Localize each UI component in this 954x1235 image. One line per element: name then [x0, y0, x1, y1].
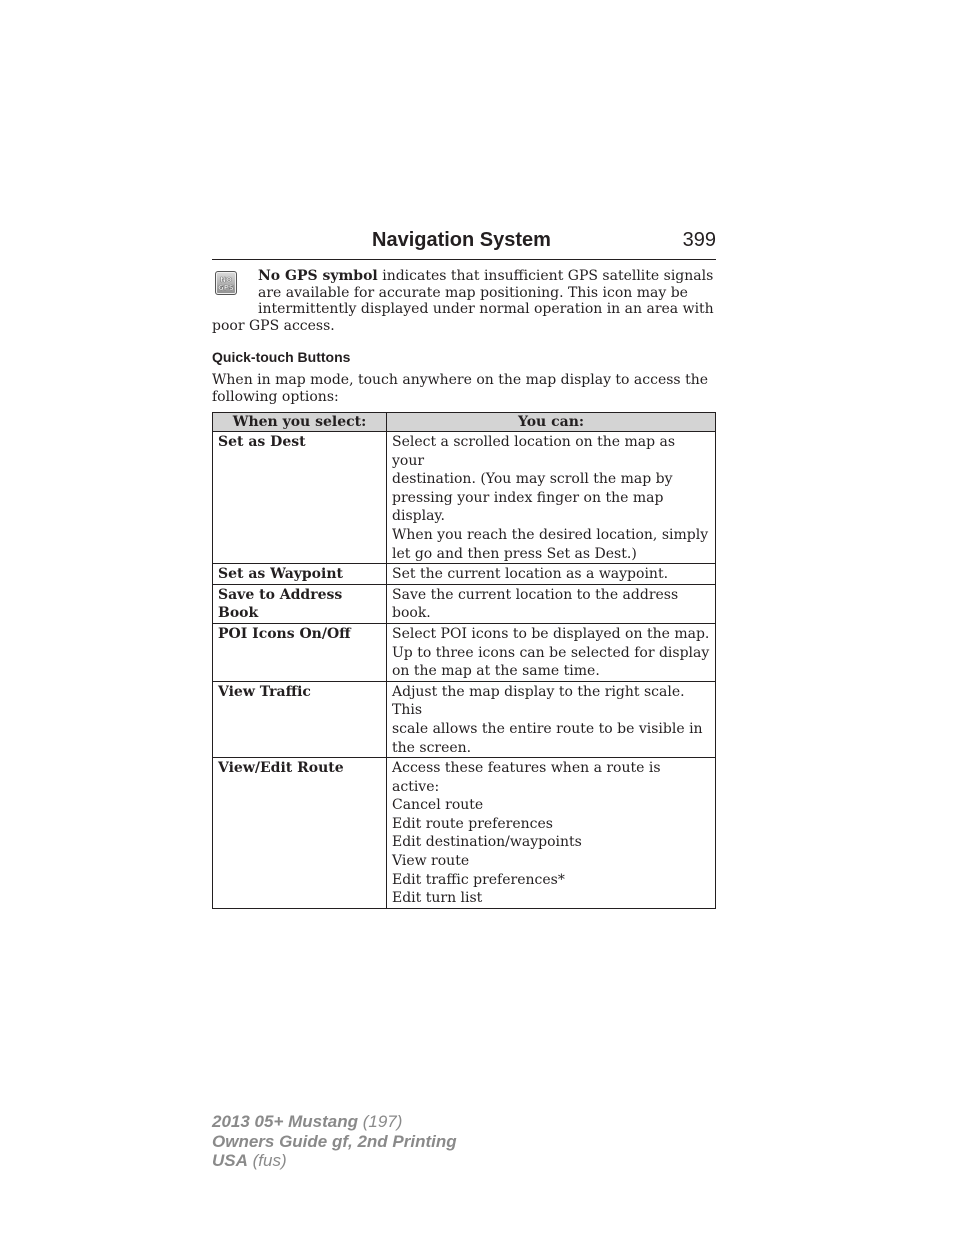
row-view-traffic: View Traffic [213, 681, 387, 757]
table-row [213, 432, 716, 564]
footer-line3 [212, 1151, 457, 1171]
row-set-as-dest: Set as Dest [213, 432, 387, 564]
table-row [213, 564, 716, 585]
no-gps-icon-text-top: NO [220, 276, 232, 284]
desc-line: Up to three icons can be selected for display [392, 644, 710, 661]
desc-line: Edit destination/waypoints [392, 834, 582, 851]
row-set-as-waypoint: Set as Waypoint [213, 564, 387, 585]
no-gps-icon [215, 271, 237, 295]
footer-model-code: (197) [358, 1112, 403, 1131]
desc-line: Edit route preferences [392, 815, 553, 832]
desc-line: let go and then press Set as Dest.) [392, 545, 637, 562]
desc-line: destination. (You may scroll the map by [392, 471, 673, 488]
desc-line: Cancel route [392, 797, 484, 814]
desc-line: Select POI icons to be displayed on the map. [392, 625, 710, 642]
desc-line: View route [392, 853, 470, 870]
no-gps-note [212, 268, 716, 334]
table-row [213, 584, 716, 623]
footer-region: USA [212, 1151, 248, 1170]
page-title: Navigation System [372, 229, 551, 251]
row-set-as-dest-desc [387, 432, 716, 564]
section-heading: Quick-touch Buttons [212, 349, 351, 365]
desc-line: Adjust the map display to the right scale. This [392, 683, 685, 719]
no-gps-line3: intermittently displayed under normal operation in an area with [258, 301, 714, 317]
no-gps-term: No GPS symbol [258, 268, 378, 284]
desc-line: Access these features when a route is active: [392, 760, 661, 795]
row-poi-icons-desc [387, 623, 716, 681]
row-view-edit-route: View/Edit Route [213, 758, 387, 909]
desc-line: pressing your index finger on the map display. [392, 489, 664, 525]
table-row [213, 681, 716, 757]
desc-line: Select a scrolled location on the map as your [392, 434, 676, 469]
desc-line: scale allows the entire route to be visible in [392, 720, 703, 737]
footer-guide: Owners Guide gf, 2nd Printing [212, 1131, 457, 1151]
no-gps-line2: are available for accurate map positioning. This icon may be [258, 284, 688, 301]
table-header-select: When you select: [213, 413, 387, 432]
row-poi-icons: POI Icons On/Off [213, 623, 387, 681]
footer-region-code: (fus) [247, 1151, 287, 1170]
page-footer [212, 1112, 457, 1171]
footer-model: 2013 05+ Mustang [212, 1112, 358, 1131]
table-row [213, 758, 716, 909]
page-number: 399 [682, 229, 716, 251]
desc-line: Edit turn list [392, 890, 483, 907]
desc-line: on the map at the same time. [392, 663, 600, 680]
section-intro: When in map mode, touch anywhere on the map display to access the following options: [212, 372, 708, 405]
row-view-edit-route-desc [387, 758, 716, 909]
desc-line: When you reach the desired location, simply [392, 526, 709, 543]
quick-touch-table [212, 412, 716, 909]
table-header-row [213, 413, 716, 432]
footer-line1 [212, 1112, 457, 1132]
row-set-as-waypoint-desc [387, 564, 716, 585]
table-row [213, 623, 716, 681]
row-save-to-address-book: Save to Address Book [213, 584, 387, 623]
row-view-traffic-desc [387, 681, 716, 757]
no-gps-icon-text-bottom: GPS [218, 284, 234, 292]
no-gps-description [212, 268, 716, 334]
no-gps-line4: poor GPS access. [212, 317, 335, 334]
desc-line: Set the current location as a waypoint. [392, 566, 669, 583]
desc-line: Edit traffic preferences* [392, 871, 565, 888]
no-gps-line1: indicates that insufficient GPS satellite signals [377, 268, 714, 284]
row-save-to-address-book-desc [387, 584, 716, 623]
desc-line: the screen. [392, 739, 472, 756]
table-header-action: You can: [387, 413, 716, 432]
page-header [212, 229, 716, 260]
footer-line2 [212, 1132, 457, 1152]
desc-line: Save the current location to the address book. [392, 586, 679, 622]
